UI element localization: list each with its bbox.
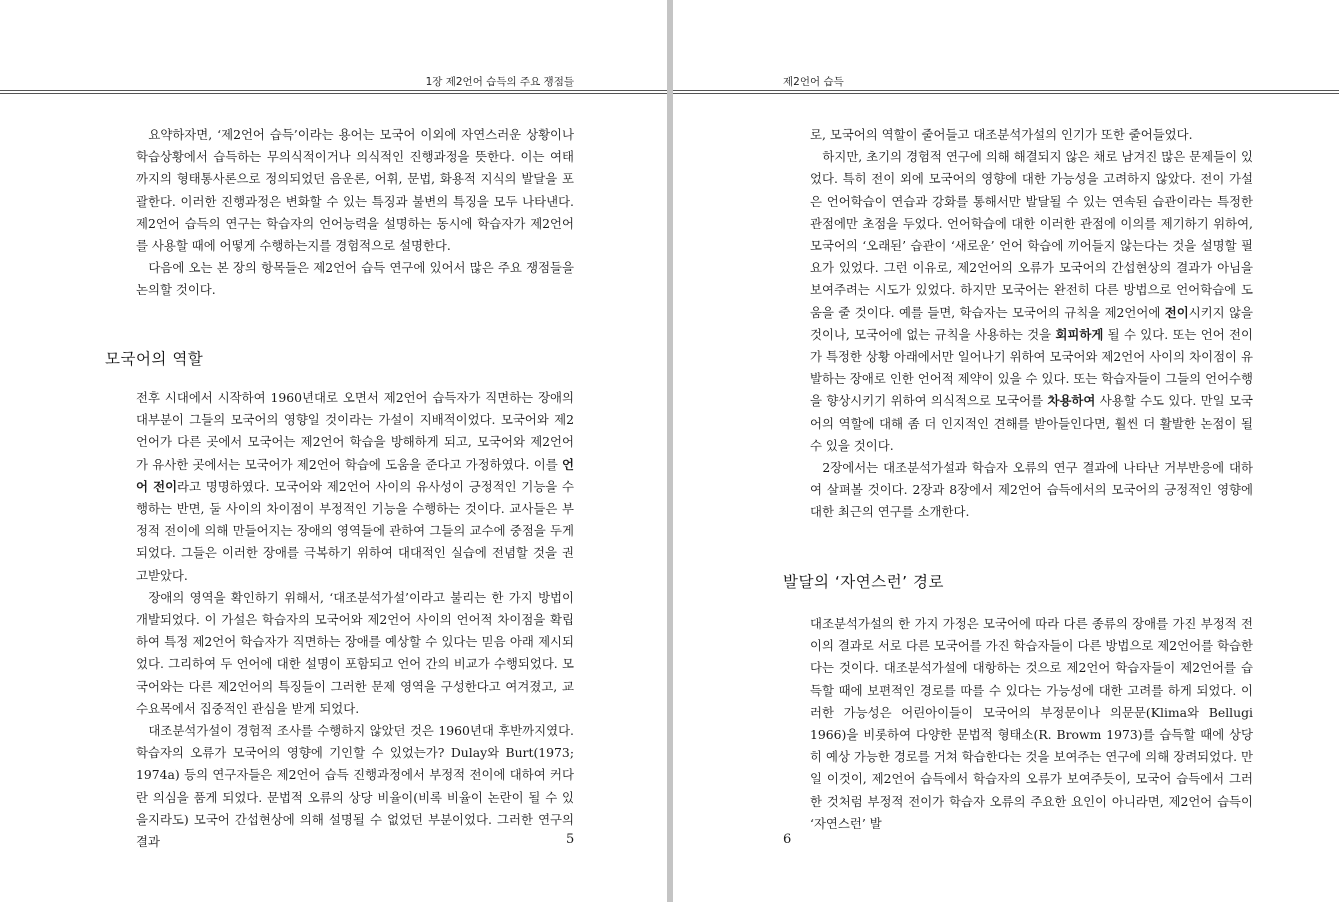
right-paragraph-1: 하지만, 초기의 경험적 연구에 의해 해결되지 않은 채로 남겨진 많은 문제들이 있었다. 특히 전이 외에 모국어의 영향에 대한 가능성을 고려하지 않았다. 전이 가설은 언어학습이 연습과 강화를 통해서만 발달될 수 있는 연속된 습관이라는 특정한 관점에만 초점을 두었다. 언어학습에 대한 이러한 관점에 이의를 제기하기 위하여, 모국어의 ‘오래된’ 습관이 ‘새로운’ 언어 학습에 끼어들지 않는다는 것을 설명할 필요가 있었다. 그런 이유로, 제2언어의 오류가 모국어의 간섭현상의 결과가 아님을 보여주려는 시도가 있었다. 하지만 모국어는 완전히 다른 방법으로 언어학습에 도움을 줄 것이다. 예를 들면, 학습자는 모국어의 규칙을 제2언어에 전이시키지 않을 것이나, 모국어에 없는 규칙을 사용하는 것을 회피하게 될 수 있다. 또는 언어 전이가 특정한 상황 아래에서만 일어나기 위하여 모국어와 제2언어 사이의 차이점이 유발하는 장애로 인한 언어적 제약이 있을 수 있다. 또는 학습자들이 그들의 언어수행을 향상시키기 위하여 의식적으로 모국어를 차용하여 사용할 수도 있다. 만일 모국어의 역할에 대해 좀 더 인지적인 견해를 받아들인다면, 훨씬 더 활발한 논점이 될 수 있을 것이다.: [810, 149, 1253, 453]
left-intro-paragraph-2: 다음에 오는 본 장의 항목들은 제2언어 습득 연구에 있어서 많은 주요 쟁점들을 논의할 것이다.: [136, 260, 574, 298]
right-header-rule: [673, 90, 1339, 94]
left-intro-paragraph-1: 요약하자면, ‘제2언어 습득’이라는 용어는 모국어 이외에 자연스러운 상황이나 학습상황에서 습득하는 무의식적이거나 의식적인 진행과정을 뜻한다. 이는 여태까지의 형태통사론으로 정의되었던 음운론, 어휘, 문법, 화용적 지식의 발달을 포괄한다. 이러한 진행과정은 변화할 수 있는 특징과 불변의 특징을 모두 나타낸다. 제2언어 습득의 연구는 학습자의 언어능력을 설명하는 동시에 학습자가 제2언어를 사용할 때에 어떻게 수행하는지를 경험적으로 설명한다.: [136, 127, 574, 254]
section-heading-role-of-l1: 모국어의 역할: [105, 350, 204, 368]
left-section-paragraph-3: 대조분석가설이 경험적 조사를 수행하지 않았던 것은 1960년대 후반까지였다. 학습자의 오류가 모국어의 영향에 기인할 수 있었는가? Dulay와 Burt(1973; 1974a) 등의 연구자들은 제2언어 습득 진행과정에서 부정적 전이에 대하여 커다란 의심을 품게 되었다. 문법적 오류의 상당 비율이(비록 비율이 논란이 될 수 있을지라도) 모국어 간섭현상에 의해 설명될 수 없었던 부분이었다. 그러한 연구의 결과: [136, 723, 574, 850]
left-running-header: 1장 제2언어 습득의 주요 쟁점들: [425, 76, 574, 88]
right-running-header: 제2언어 습득: [783, 76, 844, 88]
left-section-body: [136, 387, 574, 853]
right-section-body: [810, 613, 1253, 835]
right-page-number: 6: [783, 832, 792, 847]
section-heading-natural-route: 발달의 ‘자연스런’ 경로: [783, 573, 944, 591]
left-header-rule: [0, 90, 667, 94]
right-page: [673, 0, 1339, 902]
right-section-paragraph-1: 대조분석가설의 한 가지 가정은 모국어에 따라 다른 종류의 장애를 가진 부정적 전이의 결과로 서로 다른 모국어를 가진 학습자들이 다른 방법으로 제2언어를 학습한다는 것이다. 대조분석가설에 대항하는 것으로 제2언어 학습자들이 제2언어를 습득할 때에 보편적인 경로를 따를 수 있다는 가능성에 대한 고려를 하게 되었다. 이러한 가능성은 어린아이들이 모국어의 부정문이나 의문문(Klima와 Bellugi 1966)을 비롯하여 다양한 문법적 형태소(R. Browm 1973)를 습득할 때에 상당히 예상 가능한 경로를 거쳐 학습한다는 것을 보여주는 연구에 의해 장려되었다. 만일 이것이, 제2언어 습득에서 학습자의 오류가 보여주듯이, 모국어 습득에서 그러한 것처럼 부정적 전이가 학습자 오류의 주요한 요인이 아니라면, 제2언어 습득이 ‘자연스런’ 발: [810, 616, 1253, 831]
left-section-paragraph-1: 전후 시대에서 시작하여 1960년대로 오면서 제2언어 습득자가 직면하는 장애의 대부분이 그들의 모국어의 영향일 것이라는 가설이 지배적이었다. 모국어와 제2언어가 다른 곳에서 모국어는 제2언어 학습을 방해하게 되고, 모국어와 제2언어가 유사한 곳에서는 모국어가 제2언어 학습에 도움을 준다고 가정하였다. 이를 언어 전이라고 명명하였다. 모국어와 제2언어 사이의 유사성이 긍정적인 기능을 수행하는 반면, 둘 사이의 차이점이 부정적인 기능을 수행하는 것이다. 교사들은 부정적 전이에 의해 만들어지는 장애의 영역들에 관하여 그들의 교수에 중점을 두게 되었다. 그들은 이러한 장애를 극복하기 위하여 대대적인 실습에 전념할 것을 권고받았다.: [136, 390, 574, 583]
left-page: [0, 0, 667, 902]
right-continuation-line: 로, 모국어의 역할이 줄어들고 대조분석가설의 인기가 또한 줄어들었다.: [810, 127, 1193, 142]
left-intro-block: [136, 124, 574, 302]
term-borrowing: 차용하여: [1047, 393, 1096, 409]
left-section-paragraph-2: 장애의 영역을 확인하기 위해서, ‘대조분석가설’이라고 불리는 한 가지 방법이 개발되었다. 이 가설은 학습자의 모국어와 제2언어 사이의 언어적 차이점을 확립하여 특정 제2언어 학습자가 직면하는 장애를 예상할 수 있다는 믿음 아래 제시되었다. 그리하여 두 언어에 대한 설명이 포함되고 언어 간의 비교가 수행되었다. 모국어와는 다른 제2언어의 특징들이 그러한 문제 영역을 구성한다고 여겨졌고, 교수요목에서 집중적인 관심을 받게 되었다.: [136, 589, 574, 716]
left-page-number: 5: [566, 832, 575, 847]
right-continuation-block: [810, 124, 1253, 524]
term-language-transfer: 언어 전이: [136, 456, 574, 494]
term-transfer: 전이: [1164, 304, 1189, 320]
term-avoidance: 회피하게: [1055, 326, 1104, 342]
right-paragraph-2: 2장에서는 대조분석가설과 학습자 오류의 연구 결과에 나타난 거부반응에 대하여 살펴볼 것이다. 2장과 8장에서 제2언어 습득에서의 모국어의 긍정적인 영향에 대한 최근의 연구를 소개한다.: [810, 460, 1253, 520]
